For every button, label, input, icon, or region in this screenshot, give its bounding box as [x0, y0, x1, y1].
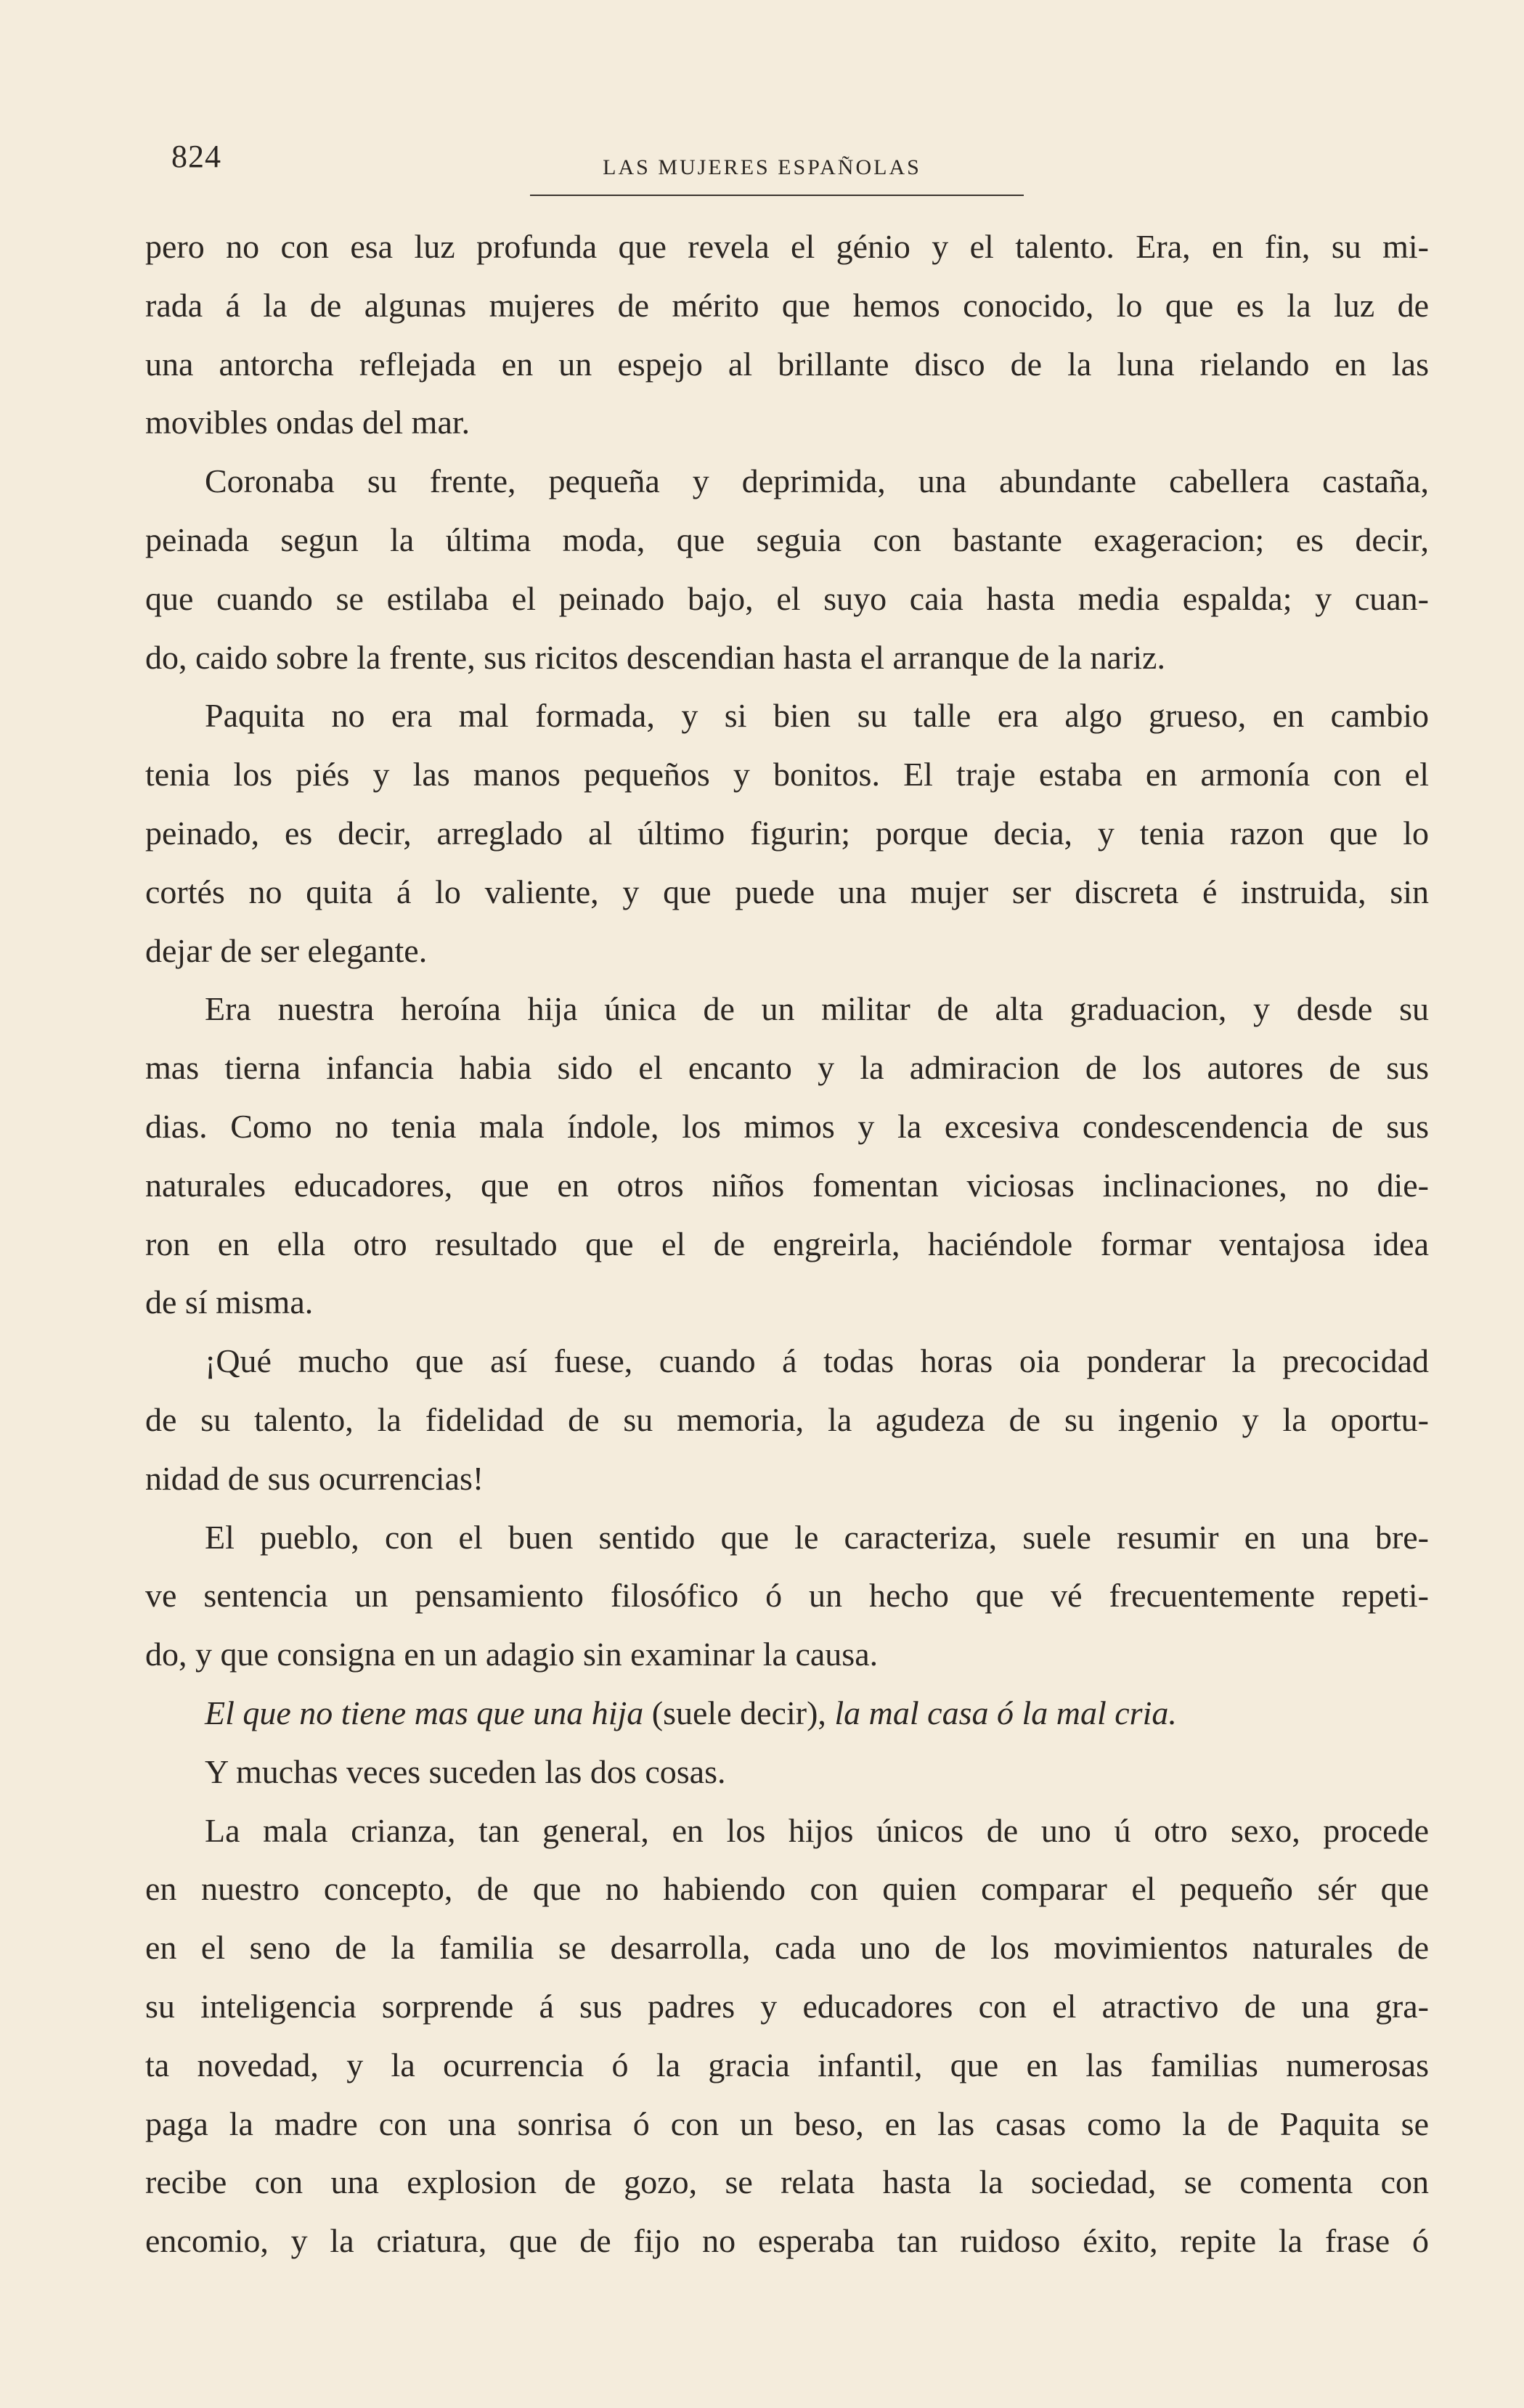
- text-line: Era nuestra heroína hija única de un militar de alta graduacion, y desde su: [205, 990, 1429, 1028]
- text-line: peinado, es decir, arreglado al último figurin; porque decia, y tenia razon que lo: [145, 814, 1429, 852]
- text-line: una antorcha reflejada en un espejo al brillante disco de la luna rielando en las: [145, 345, 1429, 383]
- text-line: ¡Qué mucho que así fuese, cuando á todas horas oia ponderar la precocidad: [205, 1342, 1429, 1380]
- text-line: en el seno de la familia se desarrolla, cada uno de los movimientos naturales de: [145, 1929, 1429, 1967]
- text-line: El pueblo, con el buen sentido que le caracteriza, suele resumir en una bre-: [205, 1518, 1429, 1556]
- text-line: do, y que consigna en un adagio sin examinar la causa.: [145, 1636, 879, 1673]
- proverb-paragraph: [145, 1684, 1429, 1743]
- text-line: peinada segun la última moda, que seguia con bastante exageracion; es decir,: [145, 521, 1429, 558]
- text-line: que cuando se estilaba el peinado bajo, el suyo caia hasta media espalda; y cuan-: [145, 579, 1429, 617]
- text-line: Y muchas veces suceden las dos cosas.: [205, 1752, 726, 1790]
- text-line: de su talento, la fidelidad de su memoria, la agudeza de su ingenio y la oportu-: [145, 1400, 1429, 1438]
- paragraph: [145, 1332, 1429, 1508]
- proverb-part-1: El que no tiene mas que una hija: [205, 1694, 644, 1731]
- paragraph: [145, 980, 1429, 1332]
- text-line: pero no con esa luz profunda que revela el génio y el talento. Era, en fin, su mi-: [145, 228, 1429, 265]
- text-line: en nuestro concepto, de que no habiendo con quien comparar el pequeño sér que: [145, 1870, 1429, 1908]
- text-line: dias. Como no tenia mala índole, los mimos y la excesiva condescendencia de sus: [145, 1107, 1429, 1145]
- text-line: su inteligencia sorprende á sus padres y educadores con el atractivo de una gra-: [145, 1987, 1429, 2025]
- text-line: movibles ondas del mar.: [145, 404, 470, 441]
- proverb-part-2: (suele decir),: [643, 1694, 835, 1731]
- text-line: naturales educadores, que en otros niños fomentan viciosas inclinaciones, no die-: [145, 1166, 1429, 1204]
- text-line: recibe con una explosion de gozo, se relata hasta la sociedad, se comenta con: [145, 2163, 1429, 2201]
- text-line: do, caido sobre la frente, sus ricitos descendian hasta el arranque de la nariz.: [145, 638, 1165, 676]
- text-line: de sí misma.: [145, 1283, 314, 1321]
- body-text: [145, 218, 1429, 2271]
- text-line: ron en ella otro resultado que el de engreirla, haciéndole formar ventajosa idea: [145, 1225, 1429, 1262]
- text-line: ta novedad, y la ocurrencia ó la gracia infantil, que en las familias numerosas: [145, 2046, 1429, 2083]
- text-line: cortés no quita á lo valiente, y que puede una mujer ser discreta é instruida, sin: [145, 873, 1429, 910]
- text-line: La mala crianza, tan general, en los hijos únicos de uno ú otro sexo, procede: [205, 1811, 1429, 1849]
- header-rule: [530, 195, 1024, 196]
- paragraph: [145, 452, 1429, 687]
- paragraph: [145, 1743, 1429, 1802]
- text-line: ve sentencia un pensamiento filosófico ó un hecho que vé frecuentemente repeti-: [145, 1577, 1429, 1615]
- running-head: LAS MUJERES ESPAÑOLAS: [603, 155, 921, 179]
- paragraph: [145, 1802, 1429, 2271]
- text-line: dejar de ser elegante.: [145, 931, 428, 969]
- paragraph: [145, 687, 1429, 980]
- text-line: Coronaba su frente, pequeña y deprimida, una abundante cabellera castaña,: [205, 462, 1429, 500]
- text-line: rada á la de algunas mujeres de mérito que hemos conocido, lo que es la luz de: [145, 286, 1429, 324]
- paragraph: [145, 1509, 1429, 1684]
- text-line: nidad de sus ocurrencias!: [145, 1459, 484, 1497]
- text-line: Paquita no era mal formada, y si bien su talle era algo grueso, en cambio: [205, 697, 1429, 735]
- proverb-part-3: la mal casa ó la mal cria.: [834, 1694, 1177, 1731]
- paragraph: [145, 218, 1429, 452]
- text-line: encomio, y la criatura, que de fijo no esperaba tan ruidoso éxito, repite la frase ó: [145, 2222, 1429, 2260]
- text-line: mas tierna infancia habia sido el encanto y la admiracion de los autores de sus: [145, 1049, 1429, 1087]
- text-line: paga la madre con una sonrisa ó con un beso, en las casas como la de Paquita se: [145, 2105, 1429, 2142]
- page-number: 824: [171, 139, 221, 174]
- text-line: tenia los piés y las manos pequeños y bonitos. El traje estaba en armonía con el: [145, 756, 1429, 793]
- proverb-line: [145, 1684, 1429, 1743]
